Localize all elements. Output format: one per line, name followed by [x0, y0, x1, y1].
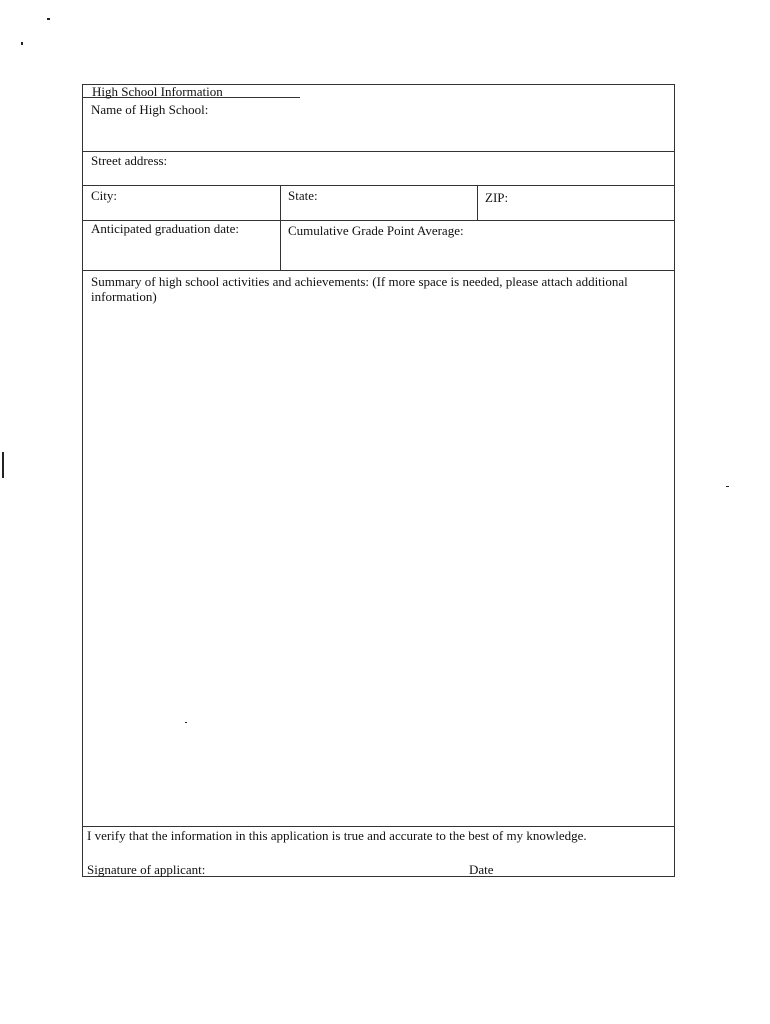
row-divider — [82, 270, 675, 271]
date-label: Date — [469, 862, 494, 877]
row-divider — [82, 185, 675, 186]
scan-speck — [726, 486, 729, 487]
scan-speck — [21, 42, 23, 45]
activities-summary-label: Summary of high school activities and achievements: (If more space is needed, please attach additional information) — [91, 274, 628, 304]
section-title: High School Information — [82, 84, 300, 98]
column-divider — [280, 185, 281, 220]
scan-speck — [47, 18, 50, 20]
row-divider — [82, 151, 675, 152]
zip-label: ZIP: — [485, 190, 509, 205]
scan-speck — [185, 722, 187, 723]
state-label: State: — [288, 188, 318, 203]
street-address-label: Street address: — [91, 153, 168, 168]
form-right-border — [674, 84, 675, 877]
row-divider — [82, 826, 675, 827]
school-name-label: Name of High School: — [91, 102, 209, 117]
graduation-date-label: Anticipated graduation date: — [91, 221, 240, 236]
verification-statement: I verify that the information in this application is true and accurate to the best of my knowledge. — [87, 828, 587, 843]
form-left-border — [82, 84, 83, 877]
signature-label: Signature of applicant: — [87, 862, 206, 877]
column-divider — [477, 185, 478, 220]
gpa-label: Cumulative Grade Point Average: — [288, 223, 464, 238]
column-divider — [280, 220, 281, 270]
city-label: City: — [91, 188, 118, 203]
form-top-border — [300, 84, 675, 85]
scan-speck — [2, 452, 4, 478]
